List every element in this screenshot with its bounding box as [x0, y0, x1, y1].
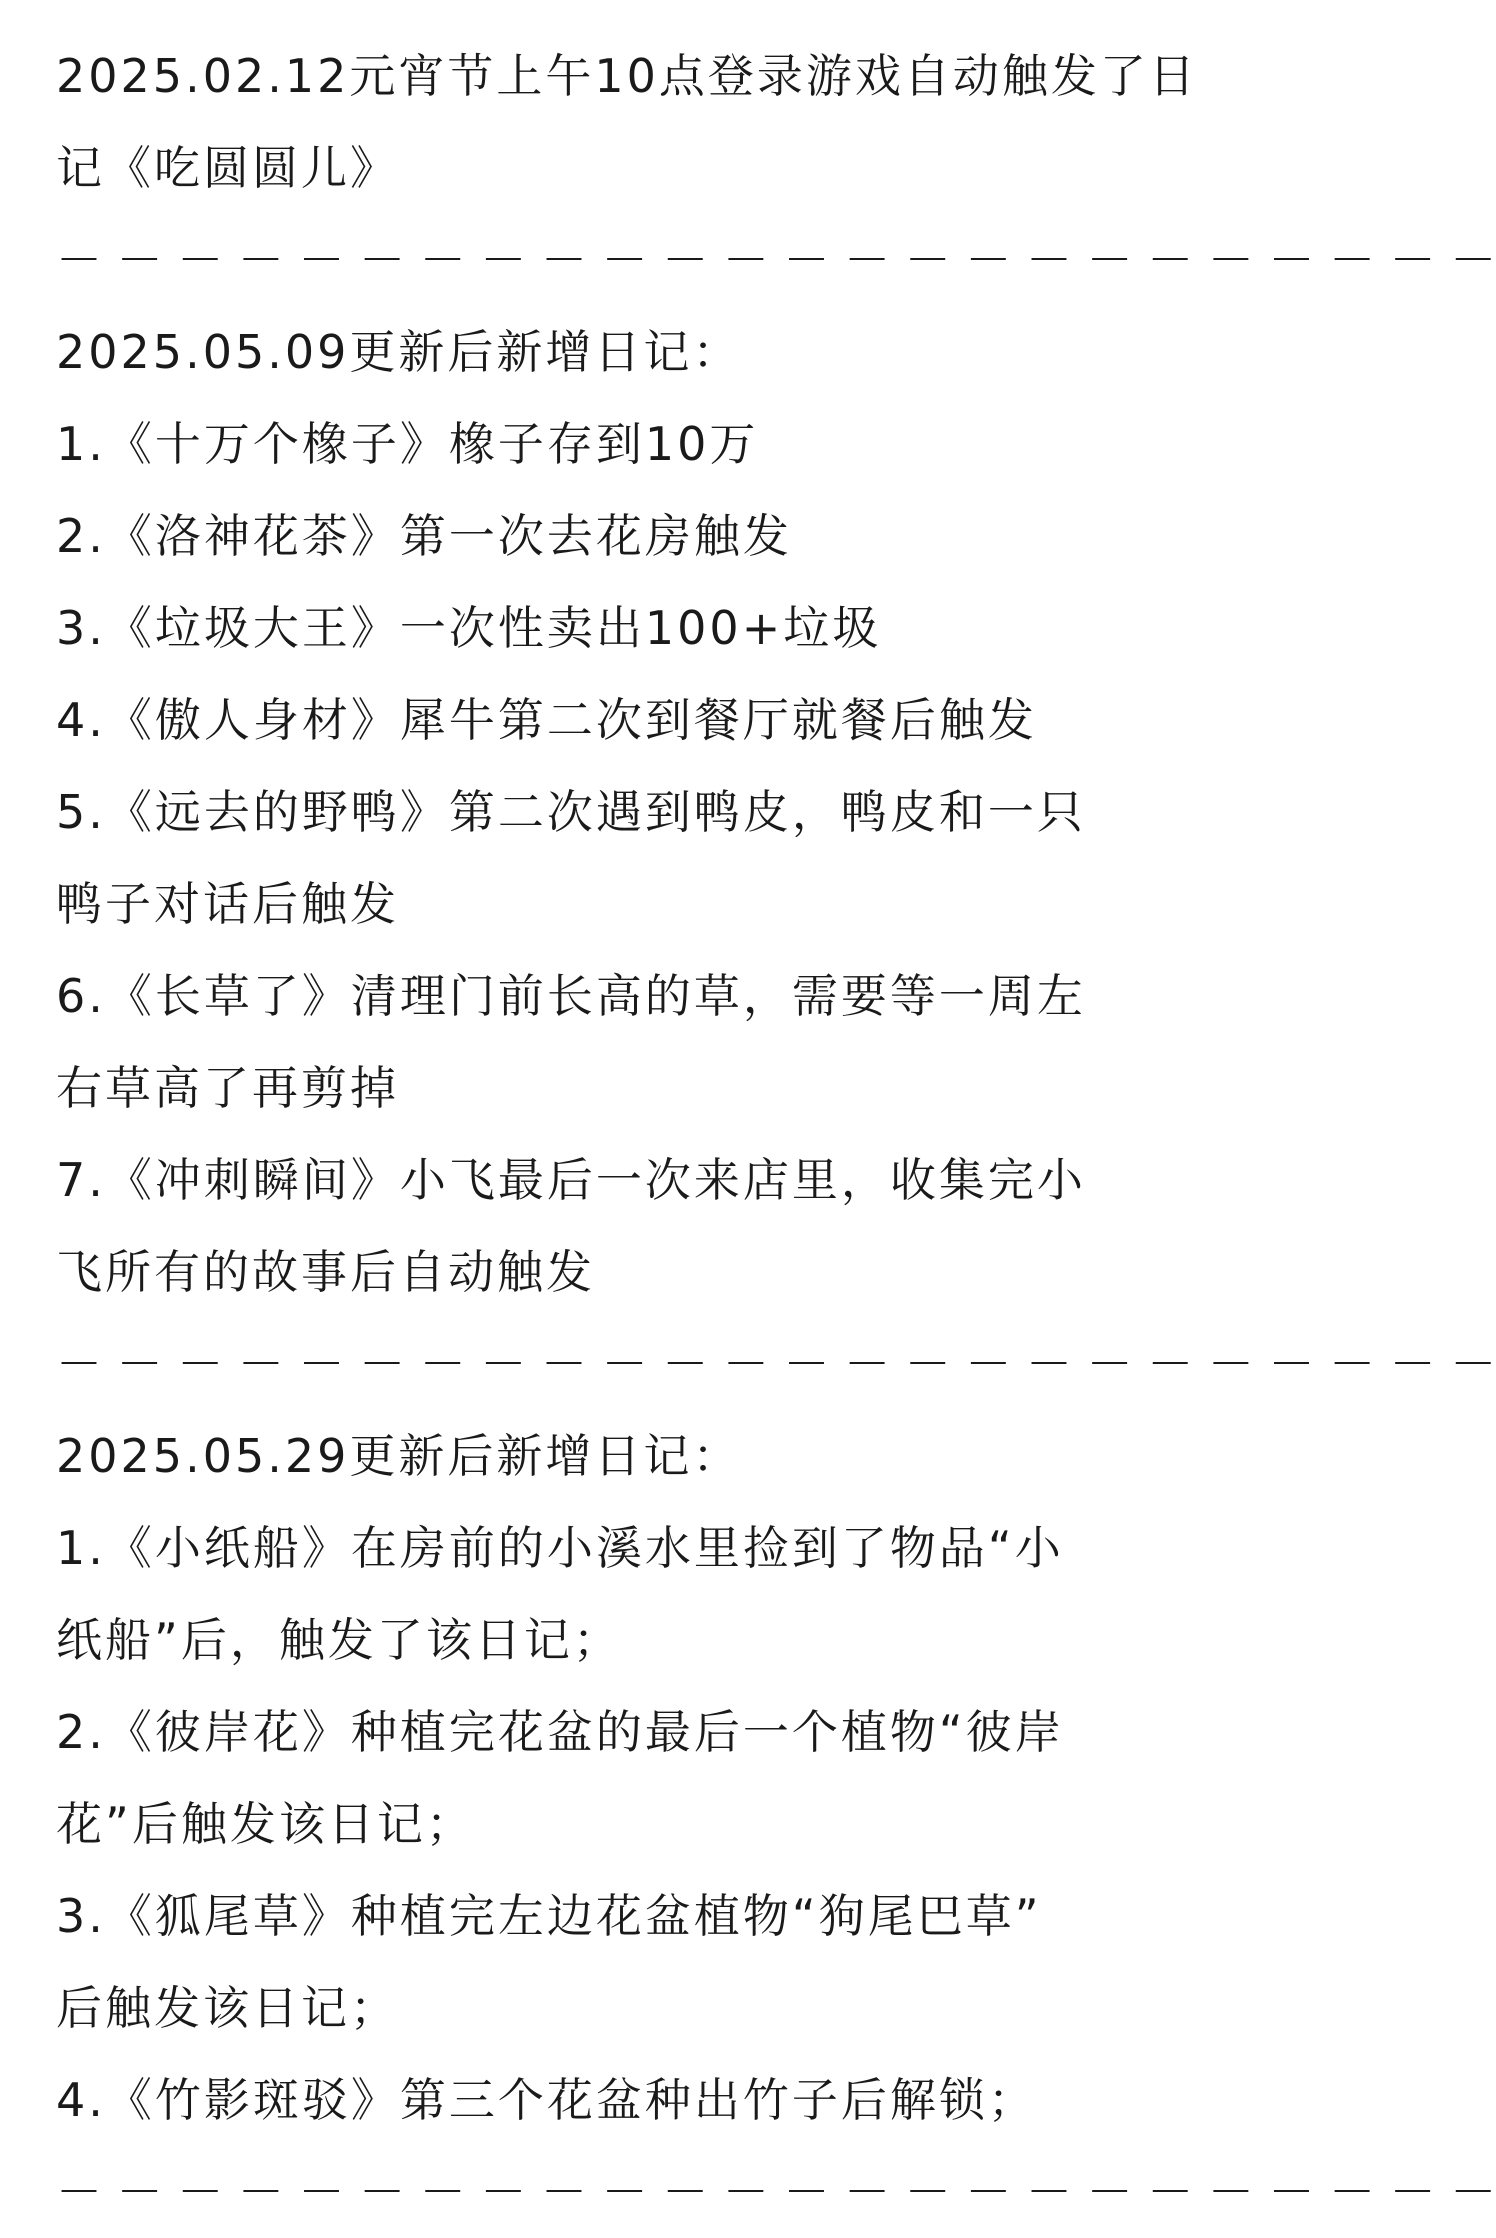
divider-1: － － － － － － － － － － － － － － － － － － － － － － － － [56, 233, 1496, 287]
section1-item: 右草高了再剪掉 [56, 1061, 399, 1115]
section1-item: 鸭子对话后触发 [56, 877, 399, 931]
section2-heading: 2025.05.29更新后新增日记： [56, 1429, 742, 1483]
section1-item: 1.《十万个橡子》橡子存到10万 [56, 417, 759, 471]
section1-item: 6.《长草了》清理门前长高的草，需要等一周左 [56, 969, 1086, 1023]
intro-line-2: 记《吃圆圆儿》 [56, 141, 399, 195]
section1-item: 飞所有的故事后自动触发 [56, 1245, 595, 1299]
diary-note [56, 30, 1496, 2238]
section2-item: 后触发该日记； [56, 1981, 399, 2035]
section2-item: 纸船”后，触发了该日记； [56, 1613, 622, 1667]
section1-item: 5.《远去的野鸭》第二次遇到鸭皮，鸭皮和一只 [56, 785, 1086, 839]
divider-3: － － － － － － － － － － － － － － － － － － － － － － － － [56, 2165, 1496, 2219]
section1-item: 3.《垃圾大王》一次性卖出100+垃圾 [56, 601, 882, 655]
divider-2: － － － － － － － － － － － － － － － － － － － － － － － － [56, 1337, 1496, 1391]
intro-line-1: 2025.02.12元宵节上午10点登录游戏自动触发了日 [56, 49, 1198, 103]
section2-item: 2.《彼岸花》种植完花盆的最后一个植物“彼岸 [56, 1705, 1064, 1759]
section1-heading: 2025.05.09更新后新增日记： [56, 325, 742, 379]
section2-item: 4.《竹影斑驳》第三个花盆种出竹子后解锁； [56, 2073, 1037, 2127]
section1-item: 7.《冲刺瞬间》小飞最后一次来店里，收集完小 [56, 1153, 1086, 1207]
section2-item: 3.《狐尾草》种植完左边花盆植物“狗尾巴草” [56, 1889, 1042, 1943]
section1-item: 2.《洛神花茶》第一次去花房触发 [56, 509, 792, 563]
section2-item: 1.《小纸船》在房前的小溪水里捡到了物品“小 [56, 1521, 1064, 1575]
section1-item: 4.《傲人身材》犀牛第二次到餐厅就餐后触发 [56, 693, 1037, 747]
section2-item: 花”后触发该日记； [56, 1797, 475, 1851]
